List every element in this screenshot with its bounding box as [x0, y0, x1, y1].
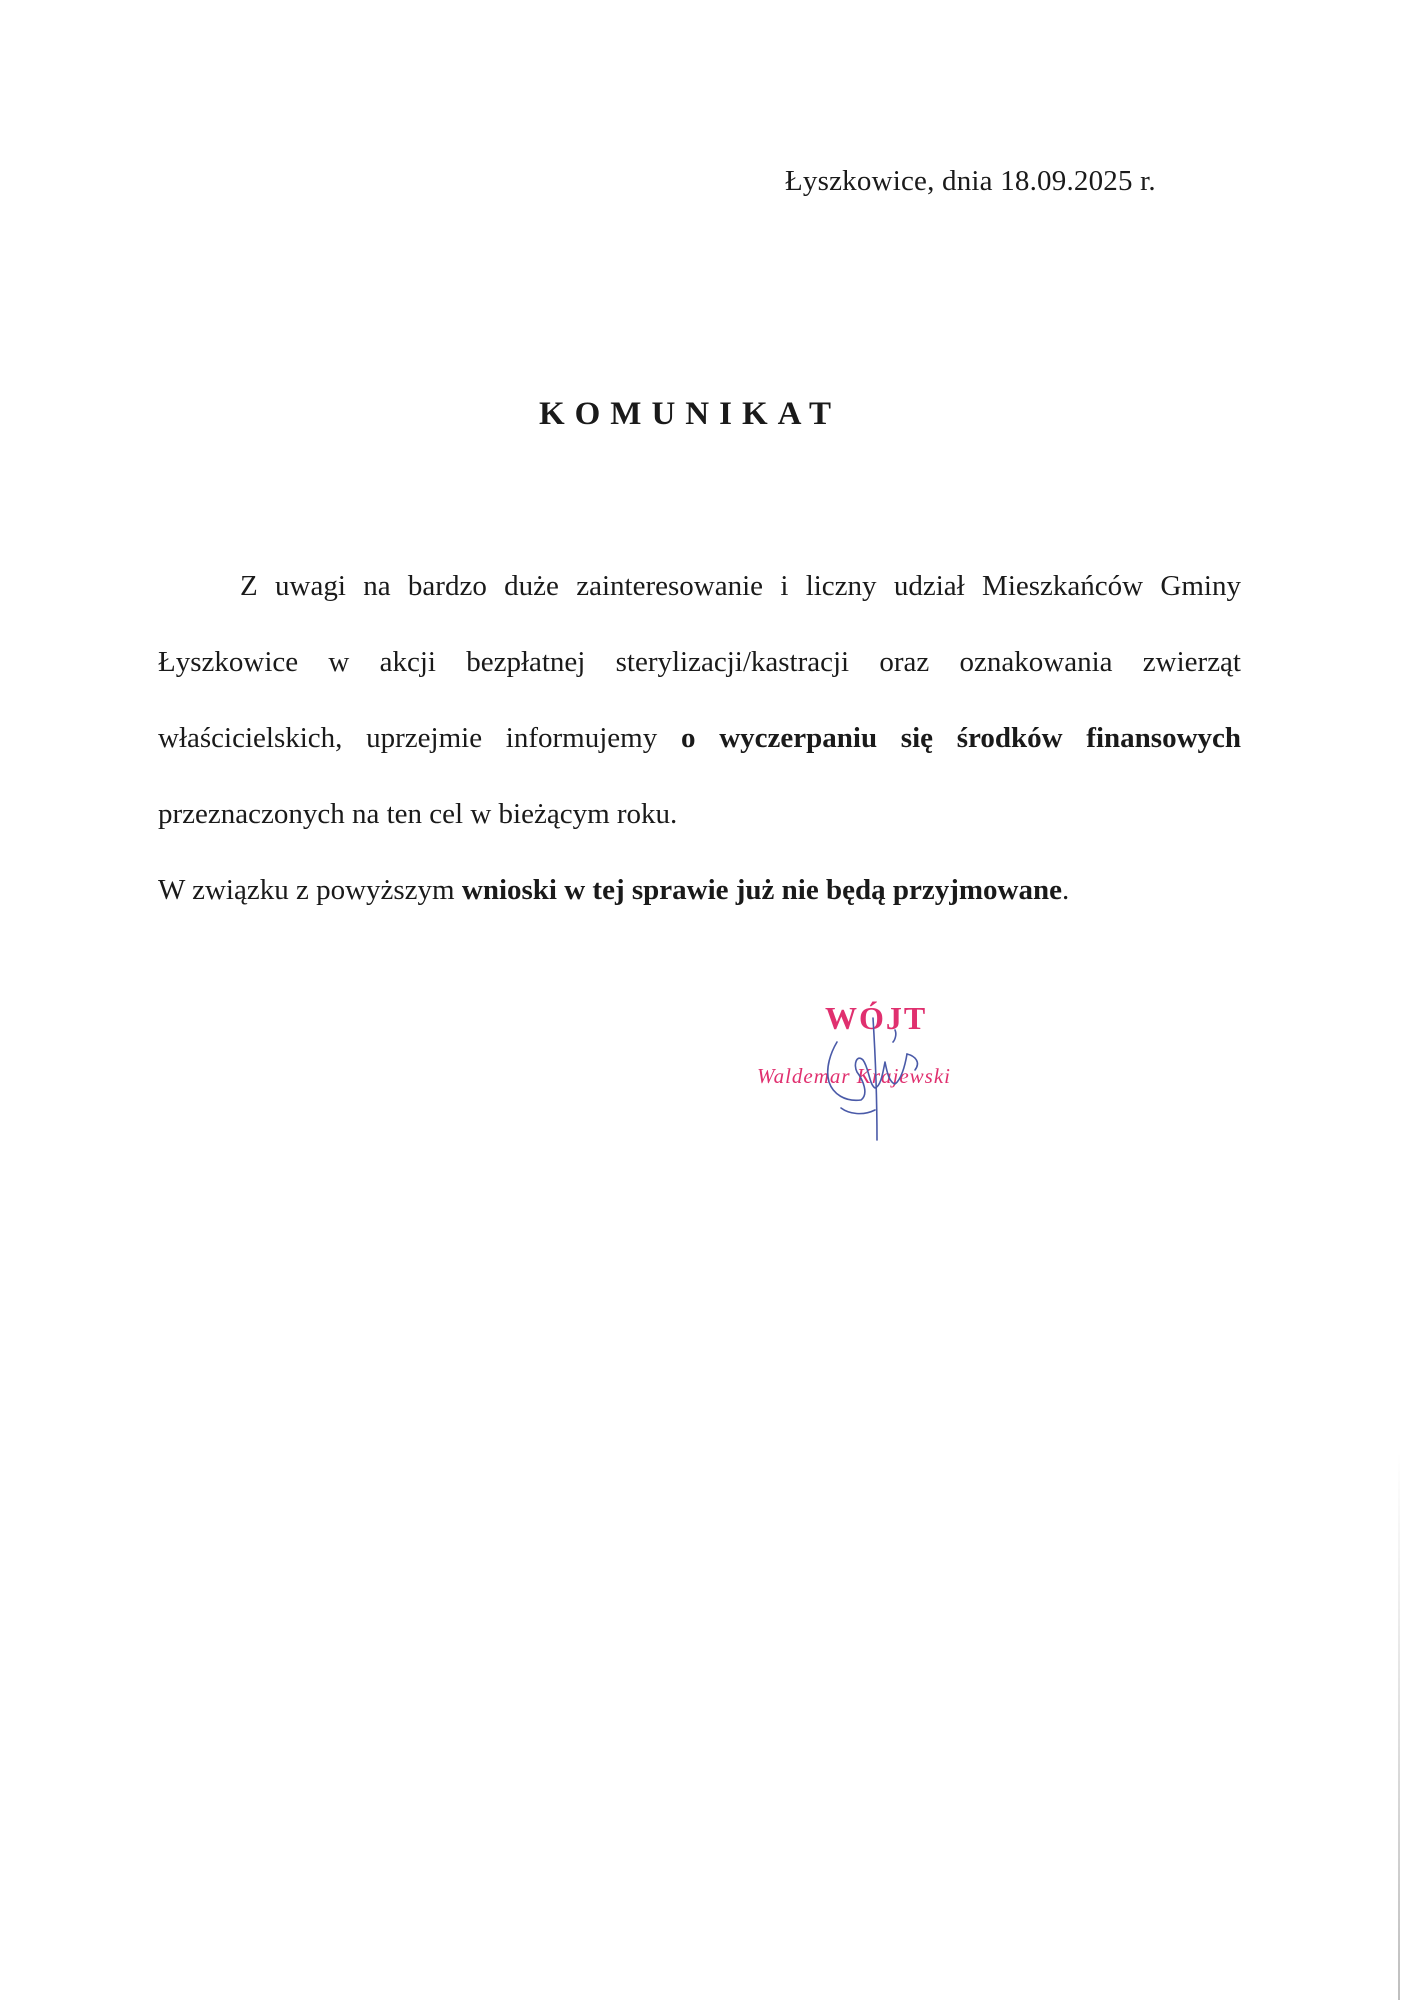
- document-body: [158, 548, 1241, 928]
- document-title: KOMUNIKAT: [538, 396, 842, 432]
- handwritten-signature: [745, 990, 1025, 1170]
- paragraph-conclusion-text-end: .: [1061, 874, 1070, 906]
- paragraph-announcement-emphasis: o wyczerpaniu się środków finansowych: [680, 722, 1242, 754]
- paragraph-conclusion: [158, 852, 1241, 928]
- paragraph-conclusion-emphasis: wnioski w tej sprawie już nie będą przyjmowane: [461, 874, 1062, 906]
- scan-edge-shadow: [1398, 1450, 1400, 2000]
- official-stamp: [745, 990, 1025, 1170]
- paragraph-conclusion-text: W związku z powyższym: [158, 874, 462, 906]
- paragraph-announcement: [158, 548, 1241, 852]
- stamp-title: WÓJT: [825, 1000, 928, 1036]
- stamp-name: Waldemar Krajewski: [757, 1064, 951, 1088]
- place-and-date: Łyszkowice, dnia 18.09.2025 r.: [785, 165, 1156, 197]
- paragraph-announcement-text-end: przeznaczonych na ten cel w bieżącym roku.: [158, 798, 678, 830]
- paragraph-announcement-text: Z uwagi na bardzo duże zainteresowanie i liczny udział Mieszkańców Gminy Łyszkowice w akcji bezpłatnej sterylizacji/kastracji oraz oznakowania zwierząt właścicielskich, uprzejmie informujemy: [158, 570, 1241, 754]
